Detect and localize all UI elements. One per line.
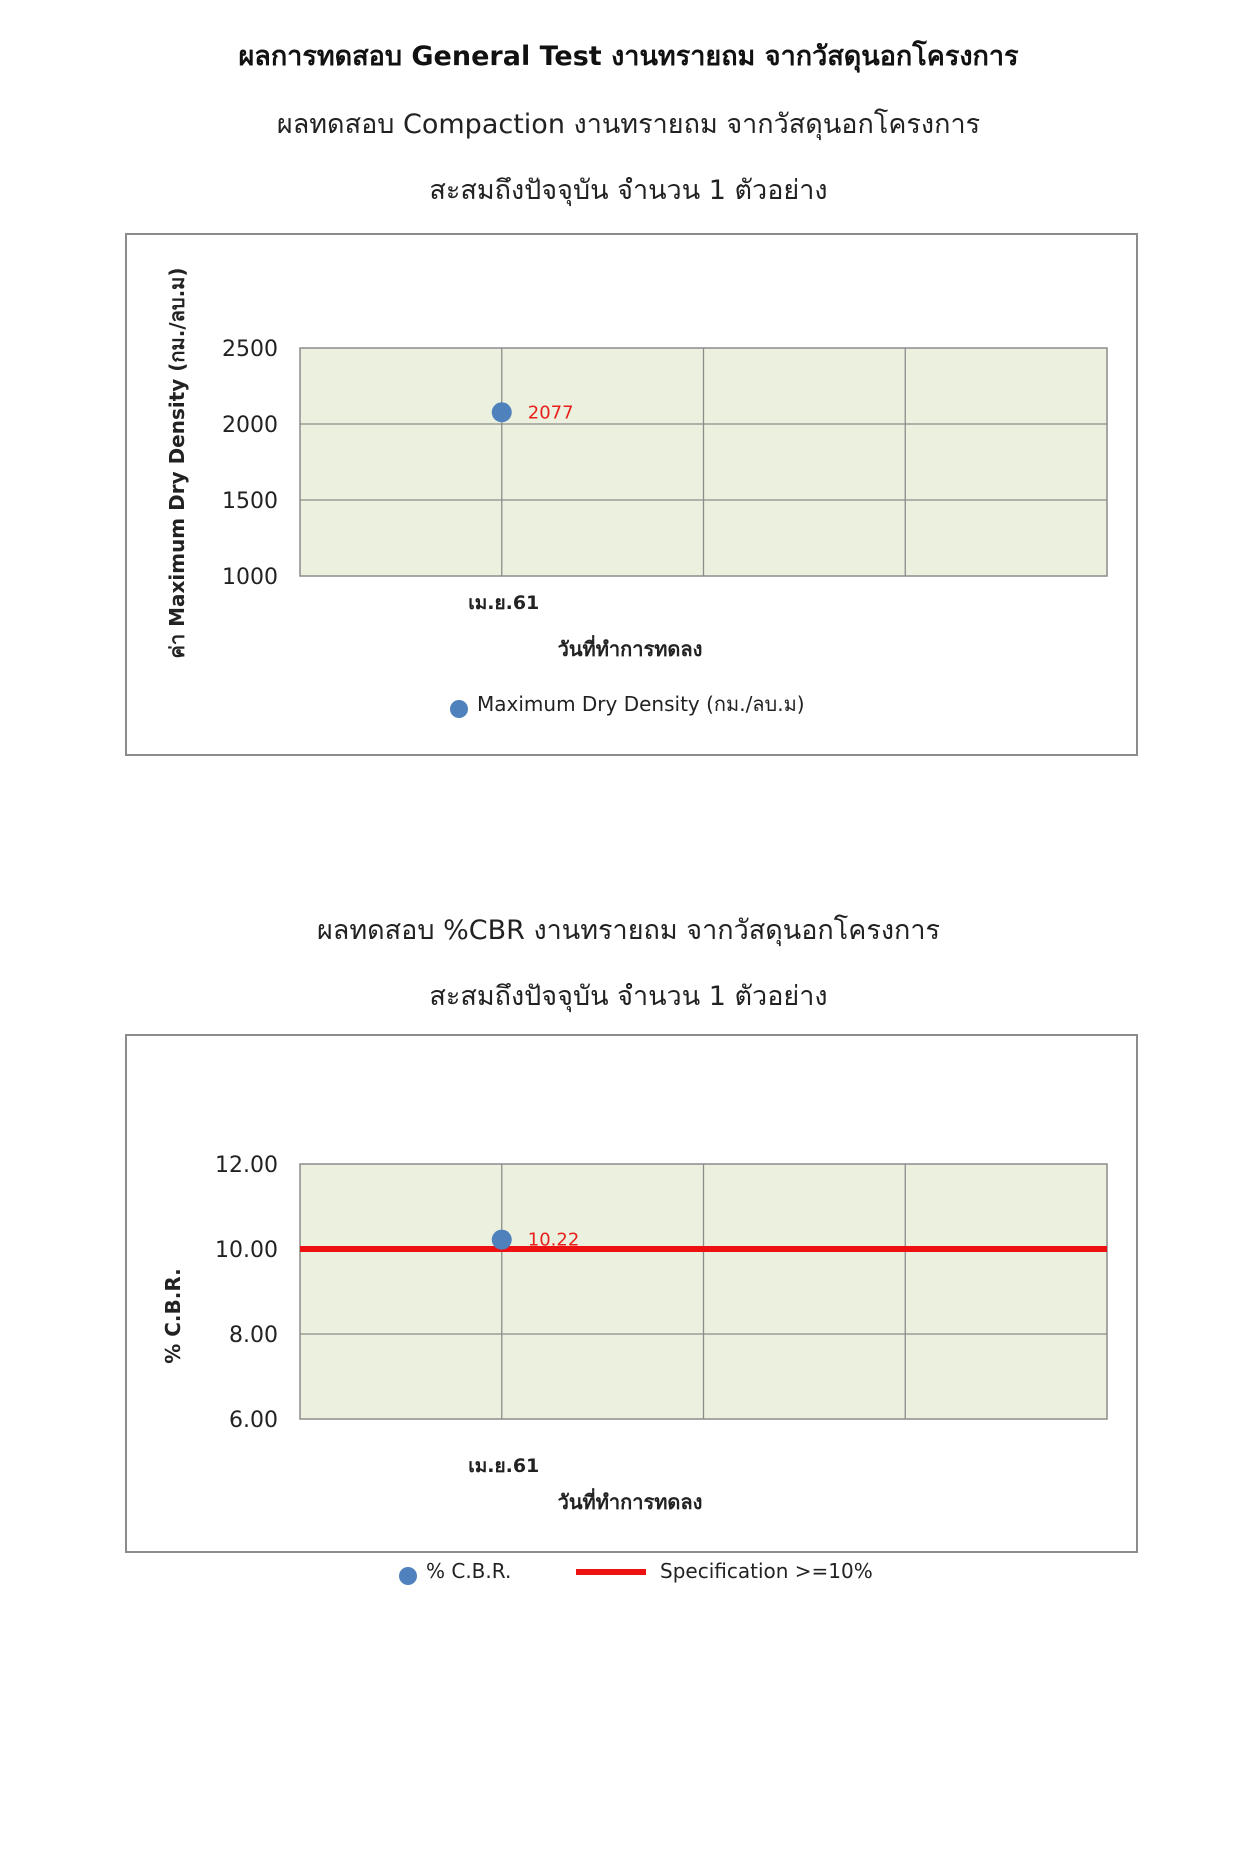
- legend-marker: [399, 1567, 417, 1585]
- data-label: 2077: [527, 402, 574, 424]
- legend-label: Maximum Dry Density (กม./ลบ.ม): [477, 692, 805, 716]
- page-title: ผลการทดสอบ General Test งานทรายถม จากวัสดุนอกโครงการ: [238, 41, 1019, 72]
- y-tick-label: 6.00: [229, 1408, 278, 1433]
- y-tick-label: 1500: [222, 489, 278, 514]
- compaction-chart-svg: [127, 235, 1136, 754]
- y-axis-title: % C.B.R.: [161, 1268, 185, 1364]
- y-tick-label: 2000: [222, 413, 278, 438]
- chart1-title: ผลทดสอบ Compaction งานทรายถม จากวัสดุนอกโครงการ: [276, 109, 981, 140]
- legend-marker: [450, 700, 468, 718]
- y-tick-label: 10.00: [215, 1238, 278, 1263]
- data-point: [492, 402, 512, 422]
- data-point: [492, 1230, 512, 1250]
- y-tick-label: 2500: [222, 337, 278, 362]
- legend-label: % C.B.R.: [426, 1559, 512, 1583]
- cbr-chart-svg: [127, 1036, 1136, 1583]
- y-axis-title: ค่า Maximum Dry Density (กม./ลบ.ม): [165, 267, 189, 659]
- x-tick-label: เม.ย.61: [468, 1455, 540, 1477]
- chart2-title: ผลทดสอบ %CBR งานทรายถม จากวัสดุนอกโครงการ: [316, 915, 941, 946]
- y-tick-label: 12.00: [215, 1153, 278, 1178]
- legend-label: Specification >=10%: [660, 1559, 873, 1583]
- y-tick-label: 8.00: [229, 1323, 278, 1348]
- cbr-chart: [125, 1034, 1138, 1583]
- y-tick-label: 1000: [222, 565, 278, 590]
- chart2-subtitle: สะสมถึงปัจจุบัน จำนวน 1 ตัวอย่าง: [429, 981, 828, 1012]
- x-tick-label: เม.ย.61: [468, 592, 540, 614]
- x-axis-title: วันที่ทำการทดลง: [557, 1490, 703, 1514]
- chart1-subtitle: สะสมถึงปัจจุบัน จำนวน 1 ตัวอย่าง: [429, 175, 828, 206]
- data-label: 10.22: [527, 1229, 580, 1251]
- compaction-chart: [125, 233, 1138, 756]
- x-axis-title: วันที่ทำการทดลง: [557, 637, 703, 661]
